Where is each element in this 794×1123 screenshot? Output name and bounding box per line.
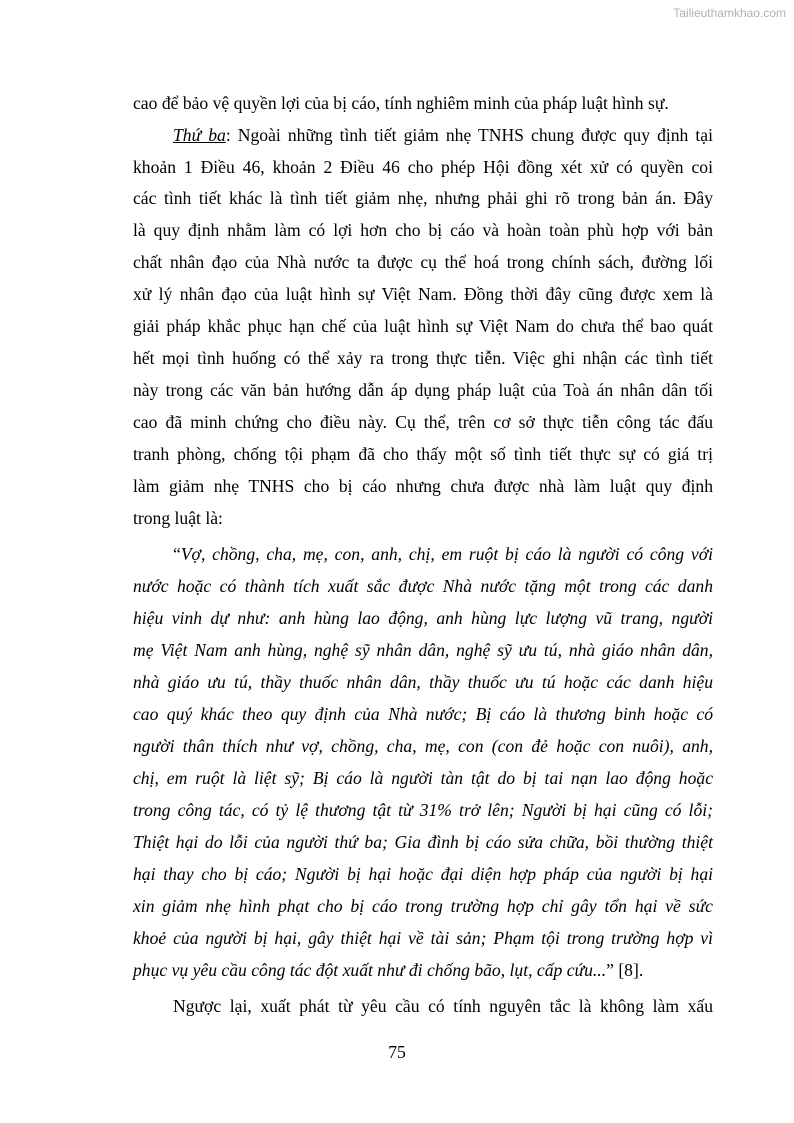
quote-line: nước hoặc có thành tích xuất sắc được Nhà nước tặng một trong các danh <box>133 576 713 596</box>
quote-line: người thân thích như vợ, chồng, cha, mẹ, con (con đẻ hoặc con nuôi), anh, <box>133 736 713 756</box>
quote-close-citation: ” [8]. <box>606 960 644 980</box>
paragraph-line: giải pháp khắc phục hạn chế của luật hình sự Việt Nam do chưa thể bao quát <box>133 316 713 336</box>
quote-line: nhà giáo ưu tú, thầy thuốc nhân dân, thầy thuốc ưu tú hoặc các danh hiệu <box>133 672 713 692</box>
page-number: 75 <box>388 1042 406 1062</box>
quote-line: trong công tác, có tỷ lệ thương tật từ 31% trở lên; Người bị hại cũng có lỗi; <box>133 800 713 820</box>
paragraph-line: cao đã minh chứng cho điều này. Cụ thể, trên cơ sở thực tiễn công tác đấu <box>133 412 713 432</box>
quote-line: mẹ Việt Nam anh hùng, nghệ sỹ nhân dân, nghệ sỹ ưu tú, nhà giáo nhân dân, <box>133 640 713 660</box>
quote-line: xin giảm nhẹ hình phạt cho bị cáo trong trường hợp chỉ gây tổn hại về sức <box>133 896 713 916</box>
paragraph-line: làm giảm nhẹ TNHS cho bị cáo nhưng chưa được nhà làm luật quy định <box>133 476 713 496</box>
emphasis-lead: Thứ ba <box>173 125 226 145</box>
paragraph-line: là quy định nhằm làm có lợi hơn cho bị cáo và hoàn toàn phù hợp với bản <box>133 220 713 240</box>
paragraph-line: các tình tiết khác là tình tiết giảm nhẹ, nhưng phải ghi rõ trong bản án. Đây <box>133 188 713 208</box>
paragraph-line: cao để bảo vệ quyền lợi của bị cáo, tính nghiêm minh của pháp luật hình sự. <box>133 93 669 113</box>
quote-text: phục vụ yêu cầu công tác đột xuất như đi chống bão, lụt, cấp cứu... <box>133 960 607 980</box>
paragraph-line: Ngược lại, xuất phát từ yêu cầu có tính nguyên tắc là không làm xấu <box>173 996 713 1016</box>
quote-line: cao quý khác theo quy định của Nhà nước; Bị cáo là thương binh hoặc có <box>133 704 713 724</box>
quote-open-mark: “ <box>173 544 181 564</box>
quote-line: hại thay cho bị cáo; Người bị hại hoặc đại diện hợp pháp của người bị hại <box>133 864 713 884</box>
paragraph-line <box>173 125 713 145</box>
quote-line: khoẻ của người bị hại, gây thiệt hại về tài sản; Phạm tội trong trường hợp vì <box>133 928 713 948</box>
paragraph-line: này trong các văn bản hướng dẫn áp dụng pháp luật của Toà án nhân dân tối <box>133 380 713 400</box>
quote-line: chị, em ruột là liệt sỹ; Bị cáo là người tàn tật do bị tai nạn lao động hoặc <box>133 768 713 788</box>
paragraph-line: trong luật là: <box>133 508 223 528</box>
quote-line <box>173 544 713 564</box>
quote-line: Thiệt hại do lỗi của người thứ ba; Gia đình bị cáo sửa chữa, bồi thường thiệt <box>133 832 713 852</box>
watermark: Tailieuthamkhao.com <box>673 6 786 20</box>
paragraph-line: tranh phòng, chống tội phạm đã cho thấy một số tình tiết thực sự có giá trị <box>133 444 713 464</box>
paragraph-line: chất nhân đạo của Nhà nước ta được cụ thể hoá trong chính sách, đường lối <box>133 252 713 272</box>
paragraph-line: khoản 1 Điều 46, khoản 2 Điều 46 cho phép Hội đồng xét xử có quyền coi <box>133 157 713 177</box>
quote-line: hiệu vinh dự như: anh hùng lao động, anh hùng lực lượng vũ trang, người <box>133 608 713 628</box>
paragraph-line: xử lý nhân đạo của luật hình sự Việt Nam. Đồng thời đây cũng được xem là <box>133 284 713 304</box>
quote-line <box>133 960 713 980</box>
paragraph-line: hết mọi tình huống có thể xảy ra trong thực tiễn. Việc ghi nhận các tình tiết <box>133 348 713 368</box>
quote-text: Vợ, chồng, cha, mẹ, con, anh, chị, em ruột bị cáo là người có công với <box>180 544 713 564</box>
paragraph-text: : Ngoài những tình tiết giảm nhẹ TNHS chung được quy định tại <box>225 125 713 145</box>
